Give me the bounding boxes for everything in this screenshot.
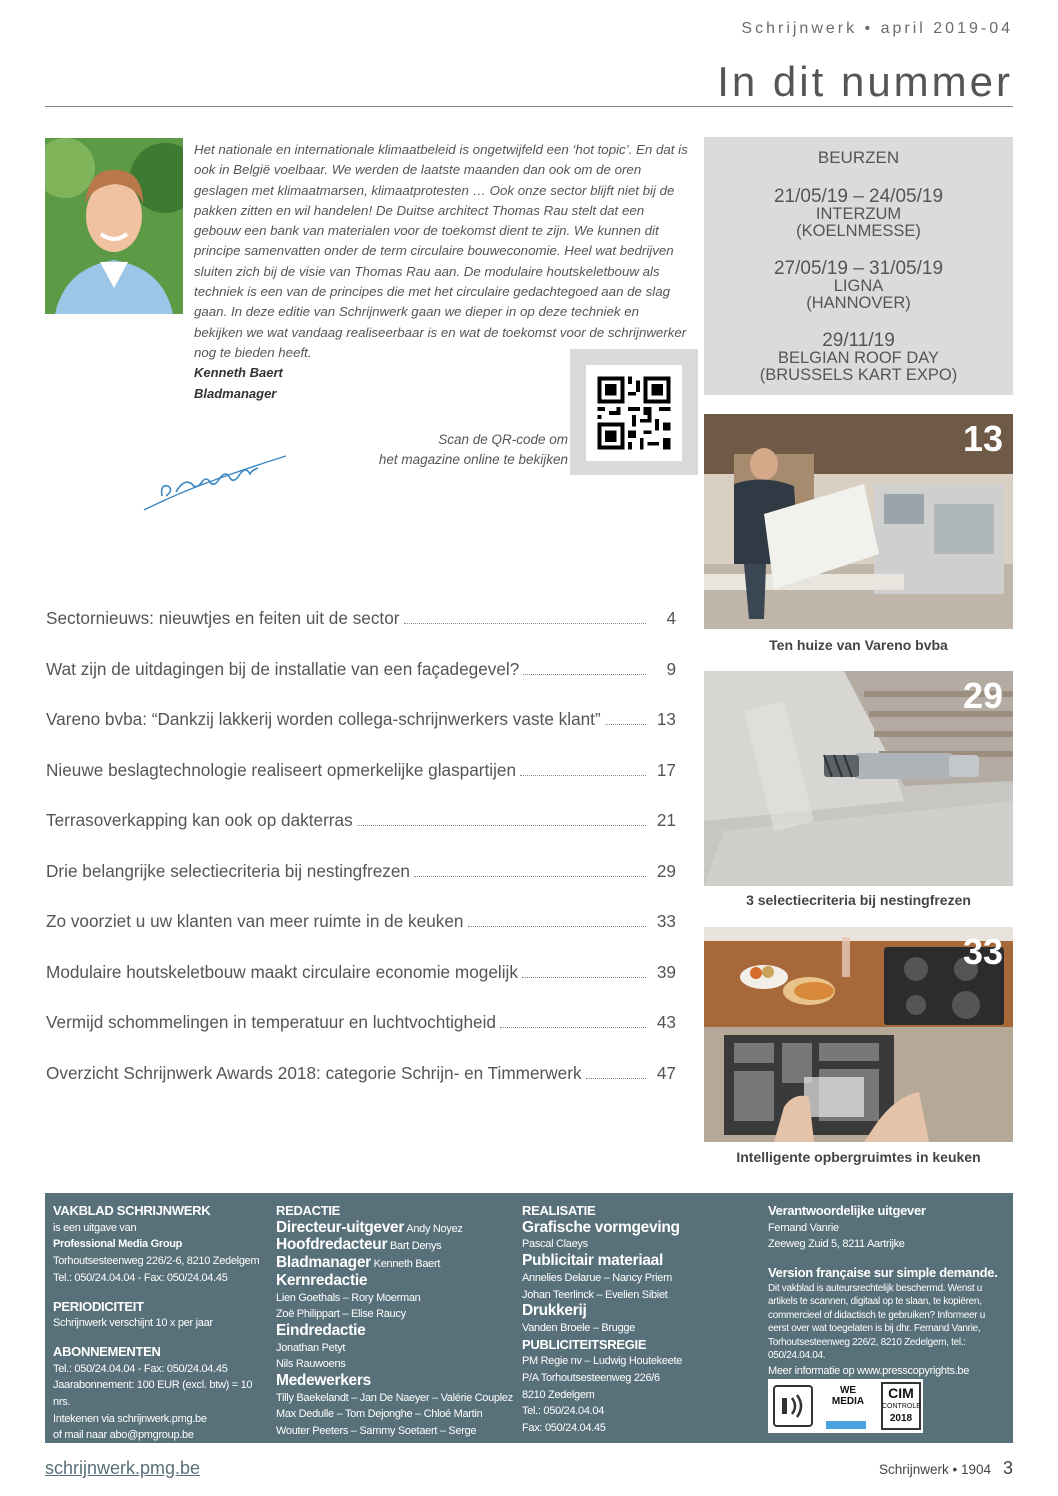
toc-entry[interactable] [46, 962, 676, 1013]
website-link[interactable]: schrijnwerk.pmg.be [45, 1458, 201, 1478]
issue-label: Schrijnwerk • 1904 [878, 1462, 991, 1477]
leader-dots [468, 911, 647, 927]
responsible-heading: Verantwoordelijke uitgever [768, 1203, 926, 1218]
event-date: 21/05/19 – 24/05/19 [773, 186, 944, 207]
editorial-author [194, 362, 283, 404]
toc-page: 47 [656, 1062, 676, 1083]
role: Kernredactie [276, 1271, 368, 1289]
author-name: Kenneth Baert [194, 365, 283, 380]
toc-title: Sectornieuws: nieuwtjes en feiten uit de sector [46, 608, 400, 628]
toc-title: Terrasoverkapping kan ook op dakterras [46, 810, 353, 830]
role: Grafische vormgeving [522, 1218, 680, 1236]
person: Pascal Claeys [522, 1238, 588, 1251]
person: Johan Teerlinck – Evelien Sibiet [522, 1288, 668, 1301]
feature-caption: Ten huize van Vareno bvba [769, 637, 948, 653]
publisher-heading: VAKBLAD SCHRIJNWERK [53, 1203, 211, 1218]
leader-dots [522, 962, 646, 978]
toc-page: 33 [656, 911, 676, 931]
trade-fairs-box [704, 137, 1013, 395]
cim-logo: CIM [888, 1385, 914, 1401]
event-name: BELGIAN ROOF DAY [777, 349, 940, 367]
subscriptions-price: Jaarabonnement: 100 EUR (excl. btw) = 10 nrs. [53, 1379, 253, 1409]
event-venue: (KOELNMESSE) [796, 222, 921, 240]
role: Drukkerij [522, 1302, 587, 1320]
publisher-name: Professional Media Group [53, 1238, 183, 1251]
wemedia-logo: WE MEDIA [831, 1385, 865, 1407]
feature-page-number: 29 [962, 675, 1003, 716]
subscriptions-contact: Tel.: 050/24.04.04 - Fax: 050/24.04.45 [53, 1362, 228, 1375]
toc-page: 29 [656, 860, 676, 881]
feature-caption: 3 selectiecriteria bij nestingfrezen [746, 892, 971, 908]
leader-dots [404, 608, 647, 624]
leader-dots [520, 760, 646, 776]
toc-title: Drie belangrijke selectiecriteria bij nestingfrezen [46, 860, 410, 881]
event-venue: (BRUSSELS KART EXPO) [759, 366, 958, 384]
publisher-contact: Tel.: 050/24.04.04 - Fax: 050/24.04.45 [53, 1271, 228, 1284]
feature-photo-router-bit[interactable] [704, 671, 1013, 886]
person: Kenneth Baert [373, 1258, 441, 1271]
toc-entry[interactable] [46, 810, 676, 861]
feature-photo-workshop[interactable] [704, 414, 1013, 629]
qr-caption [300, 430, 568, 470]
page-footer [879, 1458, 1013, 1479]
role: Publicitair materiaal [522, 1252, 664, 1270]
toc-page: 13 [656, 709, 676, 729]
subscriptions-heading: ABONNEMENTEN [53, 1343, 161, 1359]
certification-logos [768, 1379, 923, 1433]
role: Hoofdredacteur [276, 1236, 388, 1254]
toc-page: 17 [656, 759, 676, 780]
event-date: 29/11/19 [822, 330, 895, 351]
toc-page: 4 [666, 608, 676, 628]
person: Vanden Broele – Brugge [522, 1321, 636, 1334]
trade-fairs-title: BEURZEN [817, 148, 900, 167]
qr-code[interactable] [586, 365, 682, 461]
toc-entry[interactable] [46, 659, 676, 710]
toc-title: Modulaire houtskeletbouw maakt circulaire economie mogelijk [46, 961, 518, 982]
person: Jonathan Petyt [276, 1341, 346, 1354]
production-heading: REALISATIE [522, 1203, 596, 1218]
periodicity-text: Schrijnwerk verschijnt 10 x per jaar [53, 1317, 213, 1330]
toc-title: Vareno bvba: “Dankzij lakkerij worden collega-schrijnwerkers vaste klant” [46, 709, 601, 729]
person: Nils Rauwoens [276, 1358, 346, 1371]
title-divider [45, 106, 1013, 107]
qr-caption-line-1: Scan de QR-code om [438, 432, 568, 447]
toc-entry[interactable] [46, 911, 676, 962]
person: Andy Noyez [406, 1222, 463, 1235]
event-date: 27/05/19 – 31/05/19 [773, 258, 944, 279]
leader-dots [357, 810, 646, 826]
advertising-line: Tel.: 050/24.04.04 [522, 1405, 605, 1418]
copyright-link[interactable]: Meer informatie op www.presscopyrights.be [768, 1364, 970, 1377]
colophon-responsible [768, 1203, 1008, 1380]
editorial-text: Het nationale en internationale klimaatbeleid is ongetwijfeld een ‘hot topic’. En dat is ook in België voelbaar. We werden de laatste maanden dan ook om de oren geslagen met klimaatmarsen, klimaatprotesten … Ook onze sector blijft niet bij de pakken zitten en wil handelen! De Duitse architect Thomas Rau stelt dat een gebouw een bank van materialen voor de toekomst dient te zijn. We kunnen dit principe samenvatten onder de term circulaire bouweconomie. Heel wat bedrijven sluiten zich bij de visie van Thomas Rau aan. De modulaire houtskeletbouw als techniek is een van de principes die met het circulaire gedachtegoed aan de slag gaan. In deze editie van Schrijnwerk gaan we dieper in op deze techniek en bekijken we wat vandaag realiseerbaar is en wat de toekomst voor de schrijnwerker nog te bieden heeft. [194, 142, 688, 360]
toc-title: Nieuwe beslagtechnologie realiseert opmerkelijke glaspartijen [46, 759, 517, 780]
toc-title: Overzicht Schrijnwerk Awards 2018: categorie Schrijn- en Timmerwerk [46, 1062, 582, 1083]
toc-page: 9 [666, 658, 676, 679]
toc-title: Zo voorziet u uw klanten van meer ruimte in de keuken [46, 911, 464, 931]
colophon-editorial [276, 1203, 516, 1457]
advertising-heading: PUBLICITEITSREGIE [522, 1336, 647, 1352]
advertising-line: Fax: 050/24.04.45 [522, 1422, 606, 1435]
colophon-production [522, 1203, 762, 1437]
role: Eindredactie [276, 1321, 366, 1339]
table-of-contents [46, 608, 676, 1113]
leader-dots [500, 1012, 646, 1028]
editorial-heading: REDACTIE [276, 1203, 341, 1218]
responsible-address: Zeeweg Zuid 5, 8211 Aartrijke [768, 1238, 905, 1251]
person: Lien Goethals – Rory Moerman [276, 1291, 421, 1304]
copyright-notice: Dit vakblad is auteursrechtelijk beschermd. Wenst u artikels te scannen, digitaal op te slaan, te kopiëren, commercieel of didactisch te gebruiken? Informeer u eerst over wat toegelaten is bij dhr. Fernand Vanrie, Torhoutsesteenweg 226/2, 8210 Zedelgem, tel.: 050/24.04.04. [768, 1282, 986, 1362]
event-venue: (HANNOVER) [806, 294, 911, 312]
toc-page: 21 [656, 810, 676, 830]
toc-entry[interactable] [46, 861, 676, 912]
toc-entry[interactable] [46, 608, 676, 659]
event-name: LIGNA [833, 277, 884, 295]
advertising-line: 8210 Zedelgem [522, 1388, 595, 1401]
cim-logo-sub: CONTROLE [882, 1403, 921, 1410]
cim-logo-year: 2018 [889, 1413, 913, 1424]
toc-entry[interactable] [46, 760, 676, 811]
author-role: Bladmanager [194, 386, 277, 401]
event-name: INTERZUM [815, 205, 902, 223]
toc-entry[interactable] [46, 709, 676, 760]
toc-page: 43 [656, 1012, 676, 1032]
feature-page-number: 13 [962, 418, 1003, 459]
person: Annelies Delarue – Nancy Priem [522, 1271, 672, 1284]
leader-dots [523, 659, 646, 675]
leader-dots [586, 1063, 646, 1079]
person: Max Dedulle – Tom Dejonghe – Chloé Martin [276, 1408, 483, 1421]
role: Directeur-uitgever [276, 1218, 405, 1236]
subscriptions-link[interactable]: Intekenen via schrijnwerk.pmg.be [53, 1412, 207, 1425]
person: Bart Denys [389, 1240, 442, 1253]
advertising-line: PM Regie nv – Ludwig Houtekeete [522, 1355, 683, 1368]
leader-dots [605, 709, 646, 725]
advertising-line: P/A Torhoutsesteenweg 226/6 [522, 1372, 660, 1385]
role: Bladmanager [276, 1254, 371, 1272]
responsible-name: Fernand Vanrie [768, 1221, 839, 1234]
leader-dots [414, 861, 646, 877]
role: Medewerkers [276, 1372, 371, 1390]
subscriptions-email[interactable]: of mail naar abo@pmgroup.be [53, 1429, 194, 1442]
page-number: 3 [1002, 1458, 1013, 1478]
feature-caption: Intelligente opbergruimtes in keuken [736, 1149, 981, 1165]
publisher-address: Torhoutsesteenweg 226/2-6, 8210 Zedelgem [53, 1255, 260, 1268]
toc-entry[interactable] [46, 1063, 676, 1114]
periodicity-heading: PERIODICITEIT [53, 1298, 144, 1314]
french-version-note: Version française sur simple demande. [768, 1265, 998, 1281]
feature-page-number: 33 [962, 931, 1003, 972]
colophon-publisher [53, 1203, 268, 1444]
publisher-line: is een uitgave van [53, 1221, 137, 1234]
toc-title: Vermijd schommelingen in temperatuur en luchtvochtigheid [46, 1012, 496, 1032]
qr-caption-line-2: het magazine online te bekijken [378, 452, 568, 467]
person: Tilly Baekelandt – Jan De Naeyer – Valérie Couplez [276, 1391, 513, 1404]
person: Wouter Peeters – Sammy Soetaert – Serge Vandenplas [276, 1425, 477, 1454]
toc-entry[interactable] [46, 1012, 676, 1063]
colophon [45, 1193, 1013, 1454]
page-title: In dit nummer [717, 58, 1013, 105]
toc-title: Wat zijn de uitdagingen bij de installatie van een façadegevel? [46, 658, 520, 679]
feature-photo-kitchen[interactable] [704, 927, 1013, 1142]
author-signature [140, 448, 290, 518]
toc-page: 39 [656, 961, 676, 982]
person: Zoë Philippart – Elise Raucy [276, 1308, 406, 1321]
author-photo [45, 138, 183, 314]
issue-kicker: Schrijnwerk • april 2019-04 [741, 20, 1013, 37]
